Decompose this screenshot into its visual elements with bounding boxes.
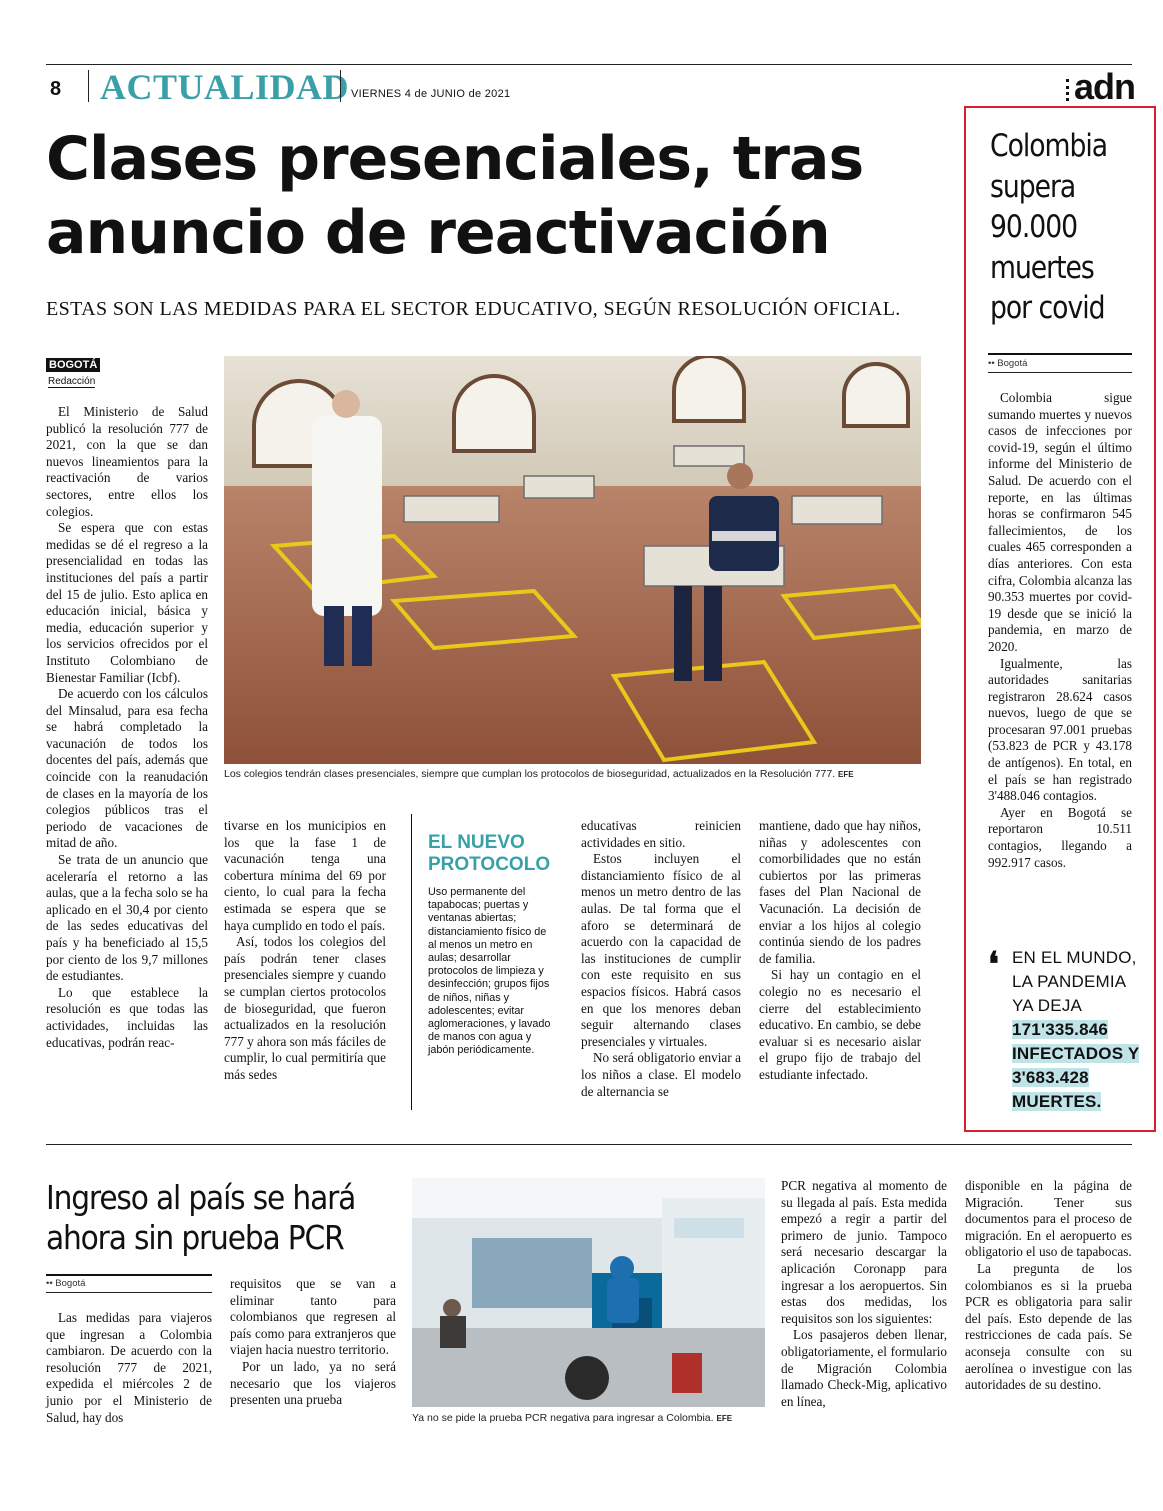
header-rule — [46, 64, 1132, 65]
sidebar-rule — [988, 372, 1132, 373]
issue-date: VIERNES 4 de JUNIO de 2021 — [351, 88, 511, 100]
pull-quote-text: EN EL MUNDO, LA PANDEMIA YA DEJA 171'335.846 INFECTADOS Y 3'683.428 MUERTES. — [1012, 948, 1140, 1111]
bottom-headline: Ingreso al país se hará ahora sin prueba PCR — [46, 1178, 356, 1257]
bottom-rule — [46, 1274, 212, 1276]
sidebar-body: Colombia sigue sumando muertes y nuevos casos de infecciones por covid-19, según el último informe del Ministerio de Salud. De acuerdo con el reporte, en las últimas horas se confirmaron 545 fallecimientos, de los cuales 465 corresponden a días anteriores. Con esta cifra, Colombia alcanza las 90.353 muertes por covid-19 desde que se inició la pandemia, en marzo de 2020. Igualmente, las autoridades sanitarias registraron 28.624 casos nuevos, luego de que se procesaran 97.001 pruebas (53.823 de PCR y 43.178 de antígenos). En total, en el país se han registrado 3'488.046 contagios. Ayer en Bogotá se reportaron 10.511 contagios, llegando a 992.917 casos. — [988, 390, 1132, 870]
protocol-title: EL NUEVO PROTOCOLO — [428, 832, 551, 875]
header-divider — [340, 70, 341, 102]
bottom-location: •• Bogotá — [46, 1278, 86, 1289]
main-headline: Clases presenciales, tras anuncio de reactivación — [46, 124, 864, 268]
quote-mark-icon: ❛ — [988, 945, 999, 985]
section-separator — [46, 1144, 1132, 1145]
sidebar-location: •• Bogotá — [988, 358, 1028, 369]
bottom-column-1: Las medidas para viajeros que ingresan a Colombia cambiaron. De acuerdo con la resolución 777 de 2021, expedida el miércoles 2 de junio por el Ministerio de Salud, hay dos — [46, 1310, 212, 1425]
pull-quote-highlight: 171'335.846 INFECTADOS Y 3'683.428 MUERTES. — [1012, 1020, 1140, 1111]
adn-logo: adn — [1066, 66, 1135, 108]
bottom-column-3: PCR negativa al momento de su llegada al país. Esta medida empezó a regir a partir del primero de junio. Tampoco será necesario descargar la aplicación Coronapp para ingresar a los aeropuertos. Sin estas dos medidas, los requisitos son los siguientes: Los pasajeros deben llenar, obligatoriamente, el formulario de Migración Colombia llamado Check-Mig, aplicativo en línea, — [781, 1178, 947, 1409]
section-title: ACTUALIDAD — [100, 67, 350, 107]
author-byline: Redacción — [48, 376, 96, 387]
protocol-text: Uso permanente del tapabocas; puertas y ventanas abiertas; distanciamiento físico de al menos un metro en aulas; desarrollar protocolos de limpieza y desinfección; grupos fijos de niños, niñas y adolescentes; evitar aglomeraciones, y lavado de manos con agua y jabón periódicamente. — [428, 886, 551, 1057]
header-divider — [88, 70, 89, 102]
sidebar-rule — [988, 353, 1132, 355]
article-column-4: mantiene, dado que hay niños, niñas y adolescentes con comorbilidades que no están cubiertos por las primeras fases del Plan Nacional de Vacunación. La decisión de enviar a los hijos al colegio continúa siendo de los padres de familia. Si hay un contagio en el colegio no es necesario el cierre del establecimiento educativo. En cambio, se debe evaluar si es necesario aislar el grupo fijo de trabajo del estudiante infectado. — [759, 818, 921, 1082]
airport-illustration — [412, 1178, 765, 1407]
classroom-illustration — [224, 356, 921, 764]
article-column-2: tivarse en los municipios en los que la fase 1 de vacunación tenga una cobertura mínima del 69 por ciento, lo cual para la fecha estimada se espera que se haya cumplido en todo el país. Así, todos los colegios del país podrán tener clases presenciales siempre y cuando se cumplan ciertos protocolos de bioseguridad, que fueron actualizados en la resolución 777 y ahora son más fáciles de cumplir, lo cual permitiría que más sedes — [224, 818, 386, 1082]
page-number: 8 — [50, 78, 62, 100]
bottom-column-2: requisitos que se van a eliminar tanto para colombianos que regresen al país como para extranjeros que viajen hacia nuestro territorio. Por un lado, ya no será necesario que los viajeros presenten una prueba — [230, 1276, 396, 1408]
article-column-1: El Ministerio de Salud publicó la resolución 777 de 2021, con la que se dan nuevos lineamientos para la reactivación de varios sectores, entre ellos los colegios. Se espera que con estas medidas se dé el regreso a la presencialidad en todas las instituciones del país a partir del 15 de julio. Esto aplica en educación inicial, básica y media, educación superior y los servicios ofrecidos por el Instituto Colombiano de Bienestar Familiar (Icbf). De acuerdo con los cálculos del Minsalud, para esa fecha se habrá completado la vacunación de todos los docentes del país, además que coincide con la reanudación de clases en la mayoría de los colegios públicos tras el periodo de vacaciones de mitad de año. Se trata de un anuncio que aceleraría el retorno a las aulas, que a la fecha solo se ha aplicado en el 30,4 por ciento de las sedes educativas del país y ha beneficiado al 15,5 por ciento de los 9,7 millones de estudiantes. Lo que establece la resolución es que todas las actividades, incluidas las educativas, podrán reac- — [46, 404, 208, 1050]
classroom-photo — [224, 356, 921, 764]
bottom-rule — [46, 1292, 212, 1293]
photo-caption: Los colegios tendrán clases presenciales, siempre que cumplan los protocolos de bioseguridad, actualizados en la Resolución 777. EFE — [224, 768, 854, 780]
bottom-column-4: disponible en la página de Migración. Tener sus documentos para el proceso de migración. En el aeropuerto es obligatorio el uso de tapabocas. La pregunta de los colombianos es si la prueba PCR es obligatoria para salir del país. Esto depende de las restricciones de cada país. Se aconseja consulte con su aerolínea o investigue con las autoridades de su destino. — [965, 1178, 1132, 1393]
bottom-photo-caption: Ya no se pide la prueba PCR negativa para ingresar a Colombia. EFE — [412, 1412, 733, 1424]
location-tag: BOGOTÁ — [46, 358, 100, 372]
protocol-box — [411, 814, 558, 1110]
airport-photo — [412, 1178, 765, 1407]
sidebar-headline: Colombia supera 90.000 muertes por covid — [990, 128, 1108, 326]
article-column-3: educativas reinicien actividades en sitio. Estos incluyen el distanciamiento físico de al menos un metro dentro de las aulas. De tal forma que el aforo se determinará de acuerdo con la capacidad de las instituciones de cumplir con este requisito en sus espacios físicos. Habrá casos en que los menores deban seguir alternando clases presenciales y virtuales. No será obligatorio enviar a los niños a clase. El modelo de alternancia se — [581, 818, 741, 1099]
main-subhead: ESTAS SON LAS MEDIDAS PARA EL SECTOR EDUCATIVO, SEGÚN RESOLUCIÓN OFICIAL. — [46, 298, 901, 320]
